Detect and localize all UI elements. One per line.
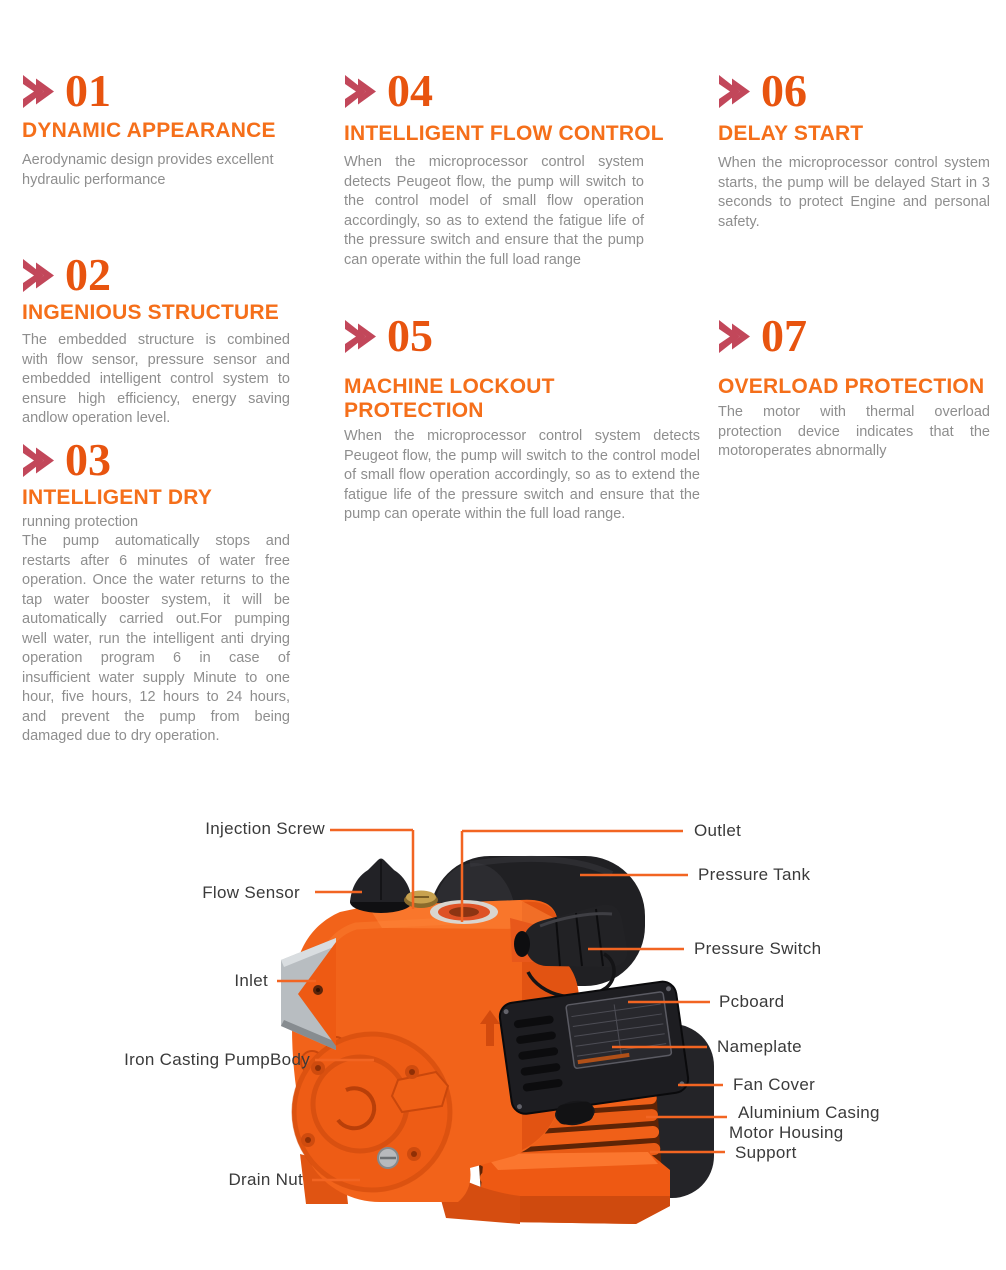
feature-section-03: [22, 434, 290, 747]
feature-title: DYNAMIC APPEARANCE: [22, 119, 276, 142]
feature-title: MACHINE LOCKOUT PROTECTION: [344, 375, 555, 422]
feature-number: 06: [761, 65, 807, 116]
feature-body: When the microprocessor control system starts, the pump will be delayed Start in 3 seconds to protect Engine and personal safety.: [718, 155, 990, 230]
drain-nut-part: [378, 1148, 398, 1168]
feature-number-row: [22, 65, 290, 116]
feature-title: INGENIOUS STRUCTURE: [22, 301, 279, 324]
feature-number: 02: [65, 249, 111, 300]
feature-body: When the microprocessor control system detects Peugeot flow, the pump will switch to the control model of small flow operation accordingly, so as to extend the fatigue life of the pressure switch and ensure that the pump can operate within the full load range.: [344, 428, 700, 522]
outlet-part: [430, 900, 498, 924]
double-chevron-icon: [22, 258, 55, 293]
label-inlet: Inlet: [234, 971, 268, 990]
double-chevron-icon: [22, 443, 55, 478]
label-motor-housing: Motor Housing: [729, 1123, 844, 1142]
label-pressure-tank: Pressure Tank: [698, 865, 811, 884]
feature-body: When the microprocessor control system detects Peugeot flow, the pump will switch to the control model of small flow operation accordingly, so as to extend the fatigue life of the pressure switch and ensure that the pump can operate within the full load range: [344, 154, 644, 268]
feature-section-04: [344, 65, 700, 270]
feature-section-02: [22, 249, 290, 429]
feature-number: 01: [65, 65, 111, 116]
pump-cover-part: [292, 1032, 452, 1192]
label-fan-cover: Fan Cover: [733, 1075, 816, 1094]
feature-title: OVERLOAD PROTECTION: [718, 375, 985, 398]
double-chevron-icon: [22, 74, 55, 109]
label-pressure-switch: Pressure Switch: [694, 939, 822, 958]
feature-number-row: [22, 249, 290, 300]
injection-screw-part: [404, 891, 438, 909]
feature-number: 05: [387, 310, 433, 361]
feature-title: DELAY START: [718, 122, 864, 145]
feature-body: The embedded structure is combined with flow sensor, pressure sensor and embedded intelligent control system to ensure high efficiency, energy saving andlow operation level.: [22, 332, 290, 426]
double-chevron-icon: [718, 74, 751, 109]
feature-number-row: [344, 310, 700, 361]
label-pcboard: Pcboard: [719, 992, 785, 1011]
feature-number-row: [344, 65, 700, 116]
feature-section-05: [344, 310, 700, 525]
feature-number-row: [718, 65, 990, 116]
feature-body: The motor with thermal overload protection device indicates that the motoroperates abnormally: [718, 404, 990, 459]
feature-number-row: [718, 310, 990, 361]
label-drain-nut: Drain Nut: [228, 1170, 303, 1189]
double-chevron-icon: [344, 74, 377, 109]
label-aluminium-casing: Aluminium Casing: [738, 1103, 880, 1122]
feature-title: INTELLIGENT DRY: [22, 486, 213, 509]
label-iron-casting-pumpbody: Iron Casting PumpBody: [124, 1050, 310, 1069]
feature-section-07: [718, 310, 990, 462]
feature-number: 04: [387, 65, 433, 116]
label-flow-sensor: Flow Sensor: [202, 883, 300, 902]
feature-title: INTELLIGENT FLOW CONTROL: [344, 122, 664, 145]
feature-body: Aerodynamic design provides excellent hydraulic performance: [22, 152, 274, 188]
label-injection-screw: Injection Screw: [205, 819, 325, 838]
label-support: Support: [735, 1143, 797, 1162]
feature-subtitle: running protection: [22, 514, 139, 530]
feature-number-row: [22, 434, 290, 485]
label-outlet: Outlet: [694, 821, 742, 840]
feature-body: The pump automatically stops and restarts after 6 minutes of water free operation. Once the water returns to the tap water booster system, it will be automatically carried out.For pumping well water, run the intelligent anti drying operation program 6 in case of insufficient water supply Minute to one hour, five hours, 12 hours to 24 hours, and prevent the pump from being damaged due to dry operation.: [22, 533, 290, 744]
pump-illustration: [0, 810, 1006, 1270]
inlet-part: [281, 938, 336, 1050]
feature-number: 07: [761, 310, 807, 361]
feature-section-06: [718, 65, 990, 232]
flow-sensor-part: [350, 859, 412, 914]
feature-number: 03: [65, 434, 111, 485]
label-nameplate: Nameplate: [717, 1037, 802, 1056]
double-chevron-icon: [344, 319, 377, 354]
double-chevron-icon: [718, 319, 751, 354]
feature-section-01: [22, 65, 290, 190]
